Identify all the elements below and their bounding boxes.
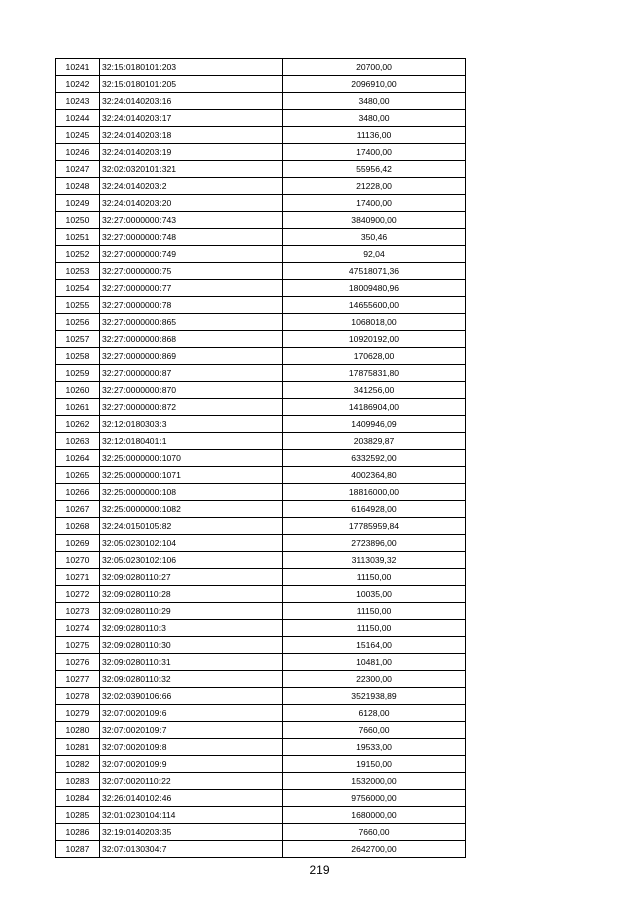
row-number-cell: 10264: [56, 450, 100, 467]
cadastral-number-cell: 32:27:0000000:748: [100, 229, 283, 246]
row-number-cell: 10254: [56, 280, 100, 297]
row-number-cell: 10253: [56, 263, 100, 280]
value-cell: 21228,00: [283, 178, 466, 195]
cadastral-number-cell: 32:24:0150105:82: [100, 518, 283, 535]
cadastral-number-cell: 32:01:0230104:114: [100, 807, 283, 824]
cadastral-number-cell: 32:07:0020109:7: [100, 722, 283, 739]
value-cell: 6332592,00: [283, 450, 466, 467]
table-body: [56, 59, 466, 858]
table-row: [56, 586, 466, 603]
table-row: [56, 705, 466, 722]
table-row: [56, 841, 466, 858]
cadastral-number-cell: 32:07:0020109:6: [100, 705, 283, 722]
row-number-cell: 10269: [56, 535, 100, 552]
cadastral-number-cell: 32:02:0390106:66: [100, 688, 283, 705]
row-number-cell: 10286: [56, 824, 100, 841]
cadastral-number-cell: 32:09:0280110:30: [100, 637, 283, 654]
table-row: [56, 365, 466, 382]
value-cell: 341256,00: [283, 382, 466, 399]
row-number-cell: 10270: [56, 552, 100, 569]
table-row: [56, 144, 466, 161]
table-row: [56, 416, 466, 433]
cadastral-number-cell: 32:27:0000000:75: [100, 263, 283, 280]
value-cell: 3113039,32: [283, 552, 466, 569]
value-cell: 3840900,00: [283, 212, 466, 229]
row-number-cell: 10267: [56, 501, 100, 518]
table-row: [56, 110, 466, 127]
cadastral-number-cell: 32:05:0230102:106: [100, 552, 283, 569]
value-cell: 17785959,84: [283, 518, 466, 535]
cadastral-number-cell: 32:05:0230102:104: [100, 535, 283, 552]
cadastral-number-cell: 32:27:0000000:749: [100, 246, 283, 263]
table-row: [56, 399, 466, 416]
table-row: [56, 229, 466, 246]
value-cell: 22300,00: [283, 671, 466, 688]
cadastral-number-cell: 32:09:0280110:29: [100, 603, 283, 620]
value-cell: 17875831,80: [283, 365, 466, 382]
cadastral-number-cell: 32:09:0280110:3: [100, 620, 283, 637]
table-row: [56, 280, 466, 297]
table-row: [56, 824, 466, 841]
cadastral-number-cell: 32:27:0000000:869: [100, 348, 283, 365]
value-cell: 7660,00: [283, 722, 466, 739]
row-number-cell: 10257: [56, 331, 100, 348]
table-row: [56, 552, 466, 569]
row-number-cell: 10252: [56, 246, 100, 263]
value-cell: 3521938,89: [283, 688, 466, 705]
value-cell: 14186904,00: [283, 399, 466, 416]
cadastral-number-cell: 32:15:0180101:203: [100, 59, 283, 76]
table-row: [56, 161, 466, 178]
cadastral-number-cell: 32:27:0000000:77: [100, 280, 283, 297]
table-row: [56, 263, 466, 280]
table-row: [56, 637, 466, 654]
cadastral-number-cell: 32:24:0140203:16: [100, 93, 283, 110]
cadastral-value-table: [55, 58, 466, 858]
table-row: [56, 127, 466, 144]
row-number-cell: 10259: [56, 365, 100, 382]
row-number-cell: 10284: [56, 790, 100, 807]
value-cell: 1532000,00: [283, 773, 466, 790]
table-row: [56, 603, 466, 620]
row-number-cell: 10285: [56, 807, 100, 824]
value-cell: 9756000,00: [283, 790, 466, 807]
row-number-cell: 10247: [56, 161, 100, 178]
row-number-cell: 10246: [56, 144, 100, 161]
cadastral-number-cell: 32:15:0180101:205: [100, 76, 283, 93]
cadastral-number-cell: 32:09:0280110:31: [100, 654, 283, 671]
row-number-cell: 10255: [56, 297, 100, 314]
table-row: [56, 790, 466, 807]
value-cell: 92,04: [283, 246, 466, 263]
cadastral-number-cell: 32:27:0000000:865: [100, 314, 283, 331]
value-cell: 17400,00: [283, 195, 466, 212]
cadastral-number-cell: 32:07:0020109:9: [100, 756, 283, 773]
cadastral-number-cell: 32:27:0000000:870: [100, 382, 283, 399]
value-cell: 19150,00: [283, 756, 466, 773]
row-number-cell: 10273: [56, 603, 100, 620]
table-row: [56, 569, 466, 586]
row-number-cell: 10276: [56, 654, 100, 671]
value-cell: 2642700,00: [283, 841, 466, 858]
value-cell: 10920192,00: [283, 331, 466, 348]
table-row: [56, 314, 466, 331]
table-row: [56, 739, 466, 756]
table-row: [56, 620, 466, 637]
value-cell: 10481,00: [283, 654, 466, 671]
cadastral-number-cell: 32:24:0140203:19: [100, 144, 283, 161]
cadastral-number-cell: 32:26:0140102:46: [100, 790, 283, 807]
row-number-cell: 10268: [56, 518, 100, 535]
cadastral-number-cell: 32:09:0280110:27: [100, 569, 283, 586]
table-row: [56, 433, 466, 450]
table-row: [56, 518, 466, 535]
cadastral-number-cell: 32:25:0000000:1071: [100, 467, 283, 484]
value-cell: 3480,00: [283, 110, 466, 127]
table-row: [56, 467, 466, 484]
table-row: [56, 382, 466, 399]
value-cell: 18009480,96: [283, 280, 466, 297]
value-cell: 1680000,00: [283, 807, 466, 824]
table-row: [56, 671, 466, 688]
cadastral-number-cell: 32:27:0000000:872: [100, 399, 283, 416]
cadastral-number-cell: 32:09:0280110:32: [100, 671, 283, 688]
value-cell: 47518071,36: [283, 263, 466, 280]
table-row: [56, 484, 466, 501]
value-cell: 15164,00: [283, 637, 466, 654]
value-cell: 2723896,00: [283, 535, 466, 552]
table-row: [56, 535, 466, 552]
cadastral-number-cell: 32:07:0020110:22: [100, 773, 283, 790]
value-cell: 18816000,00: [283, 484, 466, 501]
value-cell: 2096910,00: [283, 76, 466, 93]
cadastral-number-cell: 32:25:0000000:1070: [100, 450, 283, 467]
cadastral-number-cell: 32:09:0280110:28: [100, 586, 283, 603]
value-cell: 14655600,00: [283, 297, 466, 314]
value-cell: 203829,87: [283, 433, 466, 450]
cadastral-number-cell: 32:27:0000000:78: [100, 297, 283, 314]
table-row: [56, 773, 466, 790]
value-cell: 3480,00: [283, 93, 466, 110]
page-number: 219: [309, 863, 330, 877]
value-cell: 17400,00: [283, 144, 466, 161]
row-number-cell: 10258: [56, 348, 100, 365]
row-number-cell: 10262: [56, 416, 100, 433]
value-cell: 4002364,80: [283, 467, 466, 484]
table-row: [56, 212, 466, 229]
cadastral-number-cell: 32:27:0000000:743: [100, 212, 283, 229]
row-number-cell: 10256: [56, 314, 100, 331]
cadastral-number-cell: 32:07:0020109:8: [100, 739, 283, 756]
row-number-cell: 10249: [56, 195, 100, 212]
value-cell: 11150,00: [283, 620, 466, 637]
value-cell: 10035,00: [283, 586, 466, 603]
cadastral-number-cell: 32:19:0140203:35: [100, 824, 283, 841]
row-number-cell: 10279: [56, 705, 100, 722]
row-number-cell: 10243: [56, 93, 100, 110]
cadastral-number-cell: 32:12:0180401:1: [100, 433, 283, 450]
row-number-cell: 10250: [56, 212, 100, 229]
value-cell: 6128,00: [283, 705, 466, 722]
row-number-cell: 10261: [56, 399, 100, 416]
value-cell: 170628,00: [283, 348, 466, 365]
table-row: [56, 756, 466, 773]
row-number-cell: 10260: [56, 382, 100, 399]
table-row: [56, 93, 466, 110]
cadastral-number-cell: 32:24:0140203:18: [100, 127, 283, 144]
value-cell: 350,46: [283, 229, 466, 246]
row-number-cell: 10281: [56, 739, 100, 756]
table-row: [56, 722, 466, 739]
table-row: [56, 501, 466, 518]
table-row: [56, 59, 466, 76]
value-cell: 11150,00: [283, 569, 466, 586]
value-cell: 6164928,00: [283, 501, 466, 518]
row-number-cell: 10275: [56, 637, 100, 654]
row-number-cell: 10244: [56, 110, 100, 127]
value-cell: 1409946,09: [283, 416, 466, 433]
row-number-cell: 10278: [56, 688, 100, 705]
table-row: [56, 688, 466, 705]
row-number-cell: 10271: [56, 569, 100, 586]
row-number-cell: 10287: [56, 841, 100, 858]
cadastral-number-cell: 32:07:0130304:7: [100, 841, 283, 858]
cadastral-number-cell: 32:24:0140203:17: [100, 110, 283, 127]
row-number-cell: 10241: [56, 59, 100, 76]
value-cell: 7660,00: [283, 824, 466, 841]
table-row: [56, 331, 466, 348]
table-row: [56, 246, 466, 263]
row-number-cell: 10280: [56, 722, 100, 739]
cadastral-number-cell: 32:24:0140203:20: [100, 195, 283, 212]
value-cell: 1068018,00: [283, 314, 466, 331]
table-row: [56, 654, 466, 671]
cadastral-number-cell: 32:24:0140203:2: [100, 178, 283, 195]
row-number-cell: 10263: [56, 433, 100, 450]
table-row: [56, 297, 466, 314]
row-number-cell: 10283: [56, 773, 100, 790]
table-row: [56, 195, 466, 212]
cadastral-number-cell: 32:12:0180303:3: [100, 416, 283, 433]
row-number-cell: 10274: [56, 620, 100, 637]
row-number-cell: 10277: [56, 671, 100, 688]
table-row: [56, 450, 466, 467]
table-row: [56, 178, 466, 195]
row-number-cell: 10245: [56, 127, 100, 144]
row-number-cell: 10248: [56, 178, 100, 195]
row-number-cell: 10265: [56, 467, 100, 484]
value-cell: 11136,00: [283, 127, 466, 144]
row-number-cell: 10266: [56, 484, 100, 501]
cadastral-number-cell: 32:02:0320101:321: [100, 161, 283, 178]
table-row: [56, 76, 466, 93]
row-number-cell: 10272: [56, 586, 100, 603]
cadastral-number-cell: 32:27:0000000:87: [100, 365, 283, 382]
cadastral-number-cell: 32:27:0000000:868: [100, 331, 283, 348]
value-cell: 55956,42: [283, 161, 466, 178]
cadastral-number-cell: 32:25:0000000:1082: [100, 501, 283, 518]
value-cell: 20700,00: [283, 59, 466, 76]
row-number-cell: 10242: [56, 76, 100, 93]
table-row: [56, 348, 466, 365]
row-number-cell: 10251: [56, 229, 100, 246]
value-cell: 19533,00: [283, 739, 466, 756]
row-number-cell: 10282: [56, 756, 100, 773]
cadastral-number-cell: 32:25:0000000:108: [100, 484, 283, 501]
table-row: [56, 807, 466, 824]
value-cell: 11150,00: [283, 603, 466, 620]
